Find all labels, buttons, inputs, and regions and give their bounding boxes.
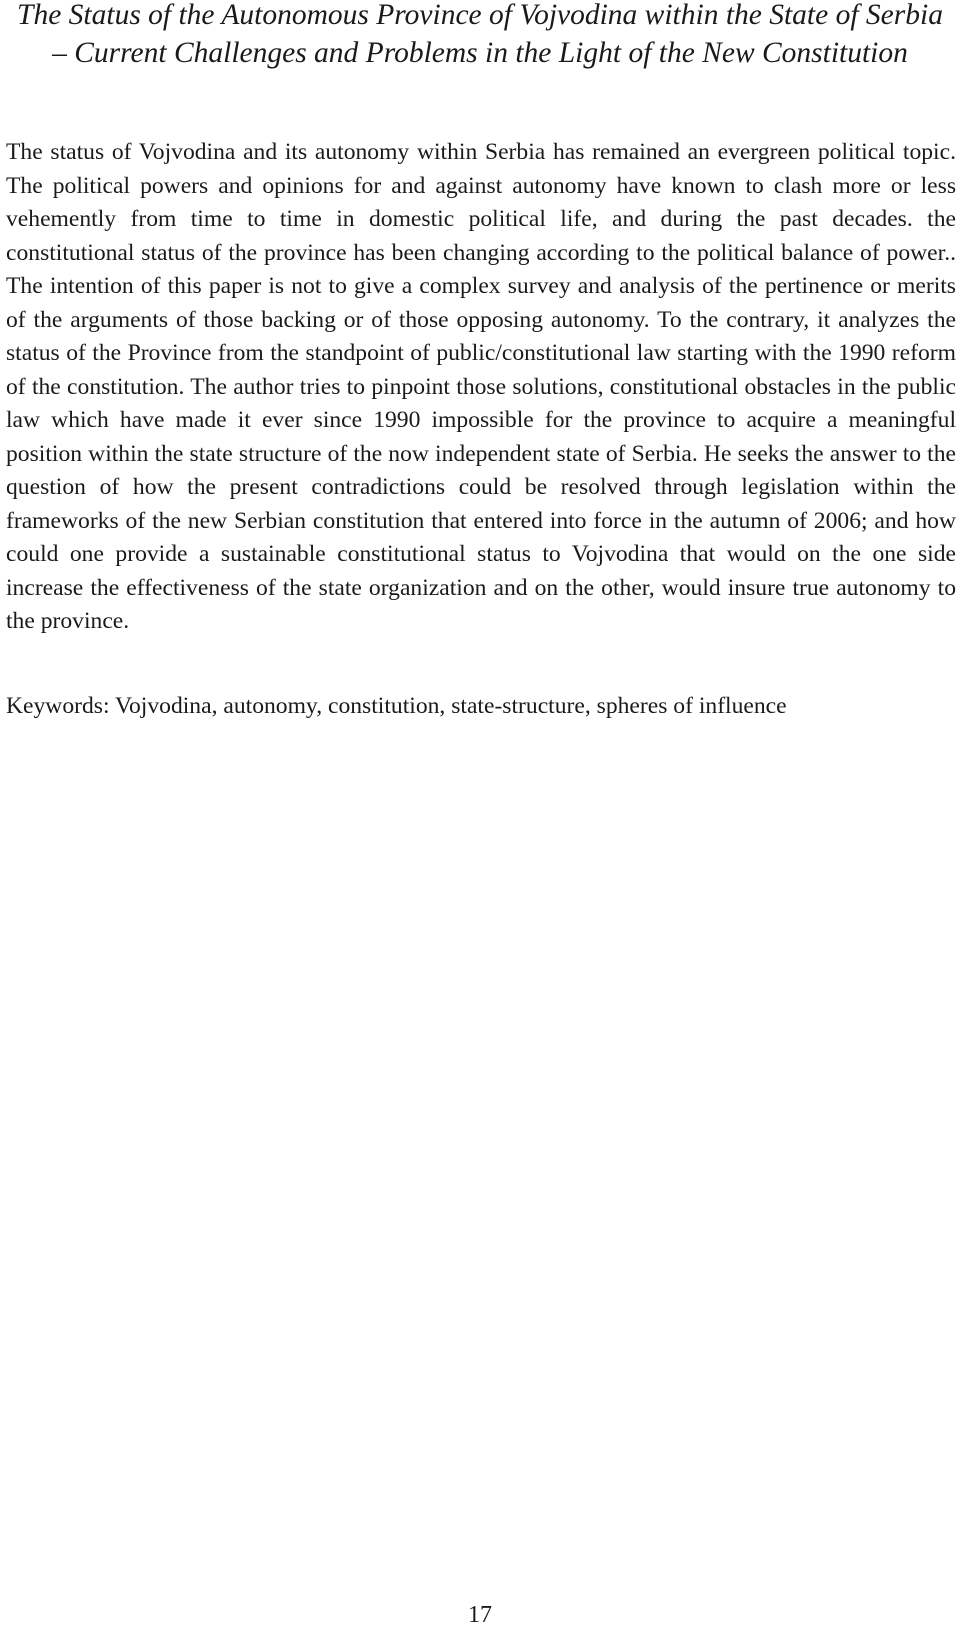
paper-title: The Status of the Autonomous Province of Vojvodina within the State of Serbia – Current Challenges and Problems in the Light of the New Constitution	[17, 0, 943, 69]
abstract-paragraph: The status of Vojvodina and its autonomy within Serbia has remained an evergreen political topic. The political powers and opinions for and against autonomy have known to clash more or less vehemently from time to time in domestic political life, and during the past decades. the constitutional status of the province has been changing according to the political balance of power.. The intention of this paper is not to give a complex survey and analysis of the pertinence or merits of the arguments of those backing or of those opposing autonomy. To the contrary, it analyzes the status of the Province from the standpoint of public/constitutional law starting with the 1990 reform of the constitution. The author tries to pinpoint those solutions, constitutional obstacles in the public law which have made it ever since 1990 impossible for the province to acquire a meaningful position within the state structure of the now independent state of Serbia. He seeks the answer to the question of how the present contradictions could be resolved through legislation within the frameworks of the new Serbian constitution that entered into force in the autumn of 2006; and how could one provide a sustainable constitutional status to Vojvodina that would on the one side increase the effectiveness of the state organization and on the other, would insure true autonomy to the province.	[6, 139, 956, 634]
page-number: 17	[468, 1602, 492, 1628]
keywords-line: Keywords: Vojvodina, autonomy, constitution, state-structure, spheres of influence	[6, 693, 787, 719]
